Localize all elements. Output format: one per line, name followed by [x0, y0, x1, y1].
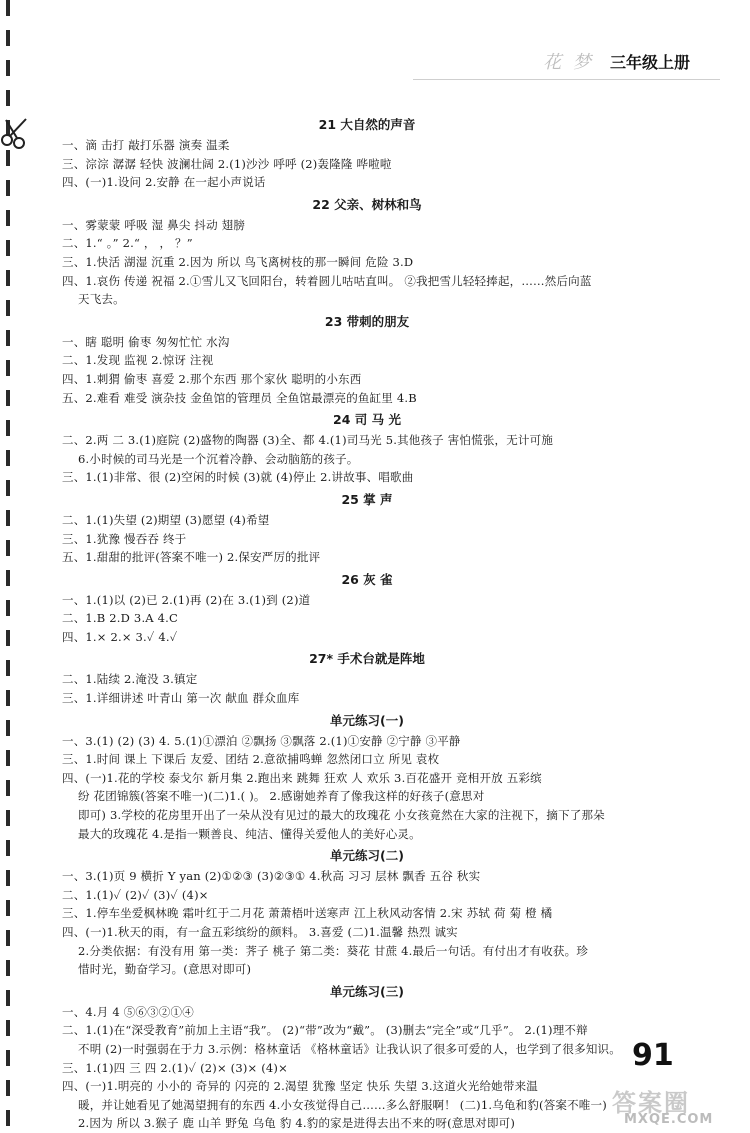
watermark-url: MXQE.COM — [624, 1112, 714, 1127]
lesson-section — [62, 489, 672, 567]
answer-line: 一、4.月 4 ⑤⑥③②①④ — [62, 1004, 194, 1019]
lesson-section — [62, 194, 672, 309]
answer-line: 即可) 3.学校的花房里开出了一朵从没有见过的最大的玫瑰花 小女孩竟然在大家的注视下，摘下了那朵 — [78, 808, 605, 823]
answer-line: 一、3.(1)页 9 横折 Y yan (2)①②③ (3)②③① 4.秋高 习习 层林 飘香 五谷 秋实 — [62, 869, 481, 884]
answer-line: 二、1.发现 监视 2.惊讶 注视 — [62, 353, 214, 368]
answer-line: 一、雾蒙蒙 呼吸 湿 鼻尖 抖动 翅膀 — [62, 217, 246, 232]
lesson-title: 单元练习(三) — [330, 983, 404, 999]
answer-line: 二、1.(1)失望 (2)期望 (3)愿望 (4)希望 — [62, 512, 270, 527]
answer-line: 二、1.(1)在“深受教育”前加上主语“我”。 (2)“带”改为“戴”。 (3)删去“完全”或“几乎”。 2.(1)理不辩 — [62, 1023, 588, 1038]
grade-label: 三年级上册 — [609, 52, 690, 72]
lesson-section — [62, 648, 672, 707]
lesson-title: 21 大自然的声音 — [318, 117, 416, 132]
answer-line: 三、1.停车坐爱枫林晚 霜叶红于二月花 萧萧梧叶送寒声 江上秋风动客情 2.宋 苏轼 荷 菊 橙 橘 — [62, 906, 553, 921]
answer-line: 一、滴 击打 敲打乐器 演奏 温柔 — [62, 138, 230, 152]
lesson-section — [62, 569, 672, 647]
scissors-icon — [0, 116, 30, 150]
answer-line: 三、1.(1)非常、很 (2)空闲的时候 (3)就 (4)停止 2.讲故事、唱歌曲 — [62, 470, 414, 485]
answer-line: 二、1.(1)✓ (2)✓ (3)✓ (4)× — [62, 887, 209, 902]
answer-line: 五、1.甜甜的批评(答案不唯一) 2.保安严厉的批评 — [62, 550, 321, 565]
answer-line: 四、1.刺猬 偷枣 喜爱 2.那个东西 那个家伙 聪明的小东西 — [62, 371, 362, 386]
answer-line: 三、1.(1)四 三 四 2.(1)✓ (2)× (3)× (4)× — [62, 1060, 288, 1075]
lesson-title: 22 父亲、树林和鸟 — [312, 196, 422, 212]
answer-line: 五、2.难看 难受 演杂技 金鱼馆的管理员 全鱼馆最漂亮的鱼缸里 4.B — [62, 390, 417, 405]
lesson-title: 27* 手术台就是阵地 — [309, 651, 425, 667]
lesson-section — [62, 311, 672, 407]
lesson-title: 26 灰 雀 — [341, 571, 393, 587]
answer-line: 不明 (2)一时强弱在于力 3.示例：格林童话 《格林童话》让我认识了很多可爱的人，也学到了很多知识。 — [78, 1041, 621, 1056]
lesson-title: 24 司 马 光 — [333, 412, 401, 428]
answer-line: 2.因为 所以 3.猴子 鹿 山羊 野兔 乌龟 豹 4.豹的家是进得去出不来的呀(意思对即可) — [78, 1116, 516, 1131]
lesson-section — [62, 710, 672, 844]
answer-line: 四、(一)1.花的学校 泰戈尔 新月集 2.跑出来 跳舞 狂欢 人 欢乐 3.百花盛开 竞相开放 五彩缤 — [62, 770, 542, 785]
answer-line: 四、1.× 2.× 3.✓ 4.✓ — [62, 629, 178, 644]
answer-line: 四、(一)1.设问 2.安静 在一起小声说话 — [62, 175, 266, 190]
answer-line: 一、瞎 聪明 偷枣 匆匆忙忙 水沟 — [62, 334, 230, 349]
answer-line: 三、1.犹豫 慢吞吞 终于 — [62, 531, 187, 546]
answer-line: 三、1.时间 课上 下课后 友爱、团结 2.意欲捕鸣蝉 忽然闭口立 所见 袁枚 — [62, 752, 440, 767]
answer-line: 二、1.B 2.D 3.A 4.C — [62, 611, 179, 626]
lesson-title: 单元练习(一) — [330, 712, 404, 728]
cut-line — [6, 0, 10, 1132]
lesson-section — [62, 845, 672, 979]
answer-line: 二、1.陆续 2.淹没 3.镇定 — [62, 672, 198, 687]
answer-line: 纷 花团锦簇(答案不唯一)(二)1.( )。 2.感谢她养育了像我这样的好孩子(意思对 — [78, 789, 485, 804]
answer-line: 天飞去。 — [78, 292, 125, 307]
watermark-logo: 答案圈 — [612, 1089, 690, 1117]
answer-line: 最大的玫瑰花 4.是指一颗善良、纯洁、懂得关爱他人的美好心灵。 — [78, 826, 421, 841]
answer-line: 四、(一)1.明亮的 小小的 奇异的 闪亮的 2.渴望 犹豫 坚定 快乐 失望 3.这道火光给她带来温 — [62, 1079, 538, 1094]
answer-line: 四、(一)1.秋天的雨，有一盒五彩缤纷的颜料。 3.喜爱 (二)1.温馨 热烈 诚实 — [62, 925, 458, 939]
answer-line: 二、1.“ 。” 2.“ ， ， ？” — [62, 236, 193, 251]
lesson-title: 25 掌 声 — [341, 491, 393, 507]
lesson-title: 单元练习(二) — [330, 848, 404, 864]
answer-line: 三、淙淙 潺潺 轻快 波澜壮阔 2.(1)沙沙 呼呼 (2)轰隆隆 哗啦啦 — [62, 156, 392, 171]
answer-line: 6.小时候的司马光是一个沉着冷静、会动脑筋的孩子。 — [78, 451, 359, 466]
answer-line: 一、1.(1)以 (2)已 2.(1)再 (2)在 3.(1)到 (2)道 — [62, 592, 311, 607]
header-rule — [413, 79, 720, 80]
answer-line: 三、1.快活 湖湿 沉重 2.因为 所以 鸟飞离树枝的那一瞬间 危险 3.D — [62, 254, 414, 269]
answer-line: 二、2.两 二 3.(1)庭院 (2)盛物的陶器 (3)全、都 4.(1)司马光 5.其他孩子 害怕慌张，无计可施 — [62, 433, 554, 448]
lesson-section — [62, 981, 672, 1133]
answer-line: 惜时光，勤奋学习。(意思对即可) — [78, 962, 252, 977]
header-decoration: 花 梦 — [543, 52, 594, 73]
answer-line: 2.分类依据：有没有用 第一类：荠子 桃子 第二类：葵花 甘蔗 4.最后一句话。有付出才有收获。珍 — [78, 943, 589, 958]
lesson-title: 23 带刺的朋友 — [324, 313, 410, 329]
page-header — [543, 44, 690, 78]
answer-line: 一、3.(1) (2) (3) 4. 5.(1)①漂泊 ②飘扬 ③飘落 2.(1)①安静 ②宁静 ③平静 — [62, 733, 461, 748]
answer-line: 三、1.详细讲述 叶青山 第一次 献血 群众血库 — [62, 691, 300, 706]
answer-line: 四、1.哀伤 传递 祝福 2.①雪儿又飞回阳台，转着圆儿咕咕直叫。 ②我把雪儿轻轻捧起，……然后向蓝 — [62, 273, 592, 288]
lesson-section — [62, 409, 672, 487]
lesson-section — [62, 114, 672, 192]
page-number: 91 — [632, 1038, 674, 1073]
answer-content — [62, 112, 672, 1133]
answer-line: 暖，并让她看见了她渴望拥有的东西 4.小女孩觉得自己……多么舒服啊！ (二)1.乌龟和豹(答案不唯一) — [78, 1097, 607, 1112]
